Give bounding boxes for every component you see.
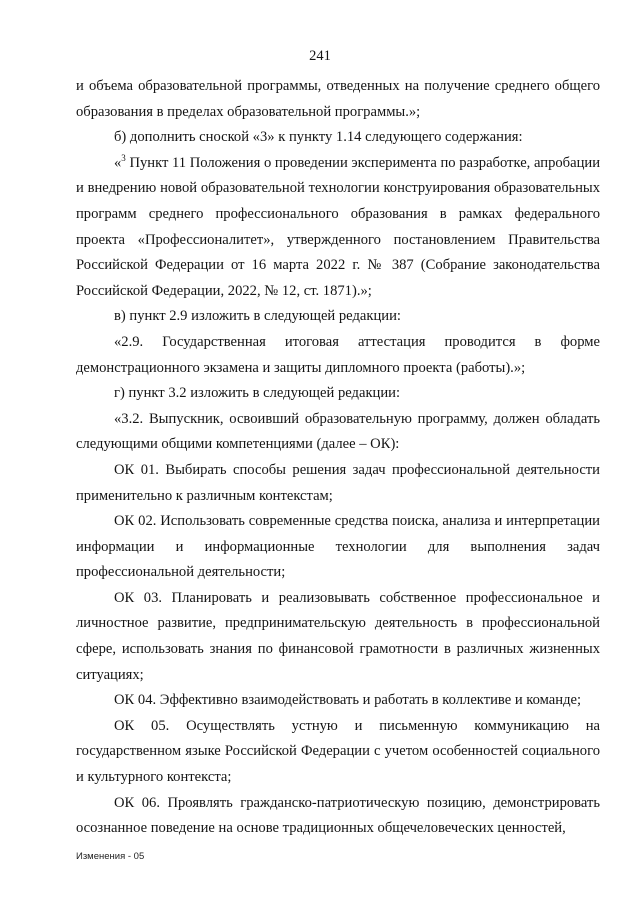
competency-ok-06: ОК 06. Проявлять гражданско-патриотическую позицию, демонстрировать осознанное поведение на основе традиционных общечеловеческих ценностей,	[76, 794, 600, 837]
paragraph: «2.9. Государственная итоговая аттестация проводится в форме демонстрационного экзамена и защиты дипломного проекта (работы).»;	[76, 333, 600, 376]
competency-ok-03: ОК 03. Планировать и реализовывать собственное профессиональное и личностное развитие, предпринимательскую деятельность в профессиональной сфере, использовать знания по финансовой грамотности в различных жизненных ситуациях;	[76, 589, 600, 683]
competency-ok-04: ОК 04. Эффективно взаимодействовать и работать в коллективе и команде;	[114, 692, 582, 709]
footer-note: Изменения - 05	[76, 851, 145, 862]
paragraph: «3.2. Выпускник, освоивший образовательную программу, должен обладать следующими общими компетенциями (далее – ОК):	[76, 410, 600, 453]
footnote-mark: 3	[121, 152, 126, 163]
paragraph: г) пункт 3.2 изложить в следующей редакции:	[114, 385, 401, 402]
paragraph: и объема образовательной программы, отведенных на получение среднего общего образования в пределах образовательной программы.»;	[76, 78, 600, 120]
page-number: 241	[309, 48, 331, 64]
opening-quote: «	[114, 154, 122, 171]
competency-ok-02: ОК 02. Использовать современные средства поиска, анализа и интерпретации информации и информационные технологии для выполнения задач профессиональной деятельности;	[76, 513, 600, 581]
body-text	[76, 74, 600, 842]
competency-ok-05: ОК 05. Осуществлять устную и письменную коммуникацию на государственном языке Российской Федерации с учетом особенностей социального и культурного контекста;	[76, 717, 600, 786]
footnote-text: Пункт 11 Положения о проведении эксперимента по разработке, апробации и внедрению новой образовательной технологии конструирования образовательных программ среднего профессионального образования в рамках федерального проекта «Профессионалитет», утвержденного постановлением Правительства Российской Федерации от 16 марта 2022 г. № 387 (Собрание законодательства Российской Федерации, 2022, № 12, ст. 1871).»;	[76, 154, 601, 299]
competency-ok-01: ОК 01. Выбирать способы решения задач профессиональной деятельности применительно к различным контекстам;	[76, 461, 600, 504]
paragraph: в) пункт 2.9 изложить в следующей редакции:	[114, 308, 401, 325]
paragraph: б) дополнить сноской «3» к пункту 1.14 следующего содержания:	[114, 129, 523, 146]
footnote-paragraph	[76, 151, 600, 305]
